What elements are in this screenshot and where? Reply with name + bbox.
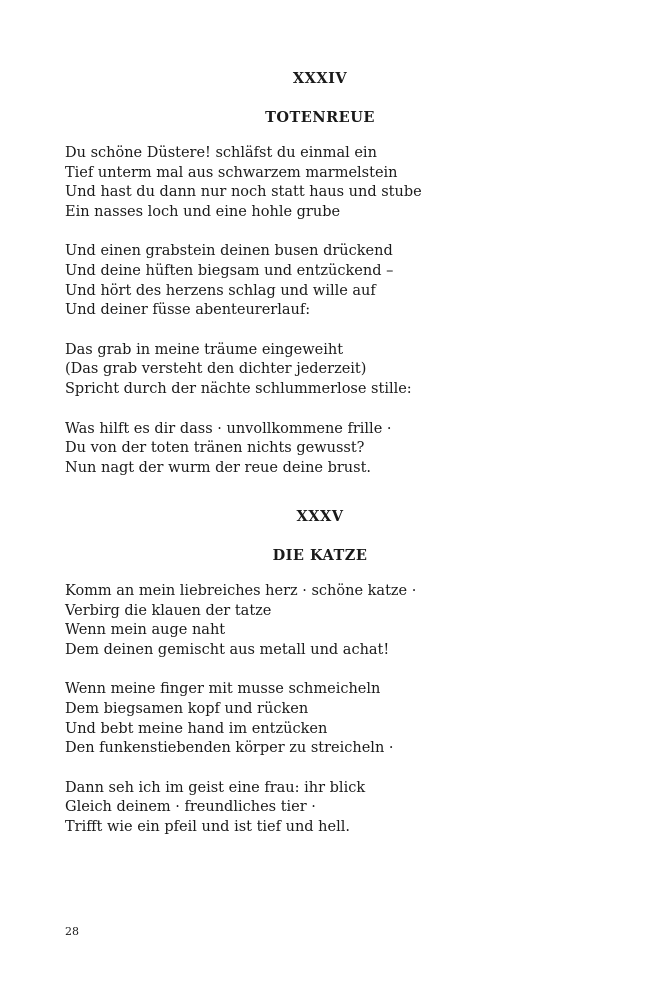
verse-line: Ein nasses loch und eine hohle grube [65, 203, 341, 220]
stanza [65, 680, 605, 758]
poem-numeral: XXXIV [292, 70, 348, 87]
verse-line: Und bebt meine hand im entzücken [65, 720, 328, 737]
verse-line: Spricht durch der nächte schlummerlose stille: [65, 380, 412, 397]
verse-line: Dem biegsamen kopf und rücken [65, 700, 309, 717]
verse-line: Gleich deinem · freundliches tier · [65, 799, 316, 816]
poem-body [65, 582, 605, 838]
verse-line: Und deine hüften biegsam und entzückend – [65, 262, 394, 279]
poem-title: DIE KATZE [272, 547, 368, 564]
verse-line: Du schöne Düstere! schläfst du einmal ein [65, 145, 377, 161]
verse-line: Trifft wie ein pfeil und ist tief und hell. [65, 818, 350, 835]
poem-die-katze [65, 508, 605, 858]
stanza [65, 582, 605, 660]
verse-line: Verbirg die klauen der tatze [65, 602, 272, 619]
verse-line: Dem deinen gemischt aus metall und achat! [65, 641, 390, 658]
verse-line: Komm an mein liebreiches herz · schöne katze · [65, 583, 417, 599]
poem-totenreue [65, 70, 605, 498]
verse-line: Und einen grabstein deinen busen drückend [65, 243, 393, 260]
verse-line: Und deiner füsse abenteurerlauf: [65, 302, 311, 319]
verse-line: Das grab in meine träume eingeweiht [65, 341, 344, 358]
poem-numeral: XXXV [296, 508, 344, 525]
stanza [65, 144, 605, 222]
verse-line: Den funkenstiebenden körper zu streicheln · [65, 740, 394, 757]
page-number: 28 [65, 925, 79, 938]
verse-line: Du von der toten tränen nichts gewusst? [65, 440, 365, 457]
verse-line: Wenn mein auge naht [65, 622, 226, 639]
stanza [65, 242, 605, 320]
verse-line: (Das grab versteht den dichter jederzeit) [65, 361, 367, 378]
stanza [65, 341, 605, 400]
verse-line: Nun nagt der wurm der reue deine brust. [65, 459, 372, 476]
stanza [65, 420, 605, 479]
stanza [65, 779, 605, 838]
verse-line: Und hört des herzens schlag und wille auf [65, 282, 376, 299]
verse-line: Wenn meine finger mit musse schmeicheln [65, 681, 381, 698]
poem-title: TOTENREUE [265, 109, 375, 126]
verse-line: Tief unterm mal aus schwarzem marmelstein [65, 164, 398, 181]
verse-line: Was hilft es dir dass · unvollkommene frille · [65, 420, 392, 437]
verse-line: Dann seh ich im geist eine frau: ihr blick [65, 779, 366, 796]
verse-line: Und hast du dann nur noch statt haus und stube [65, 184, 422, 201]
poem-body [65, 144, 605, 478]
